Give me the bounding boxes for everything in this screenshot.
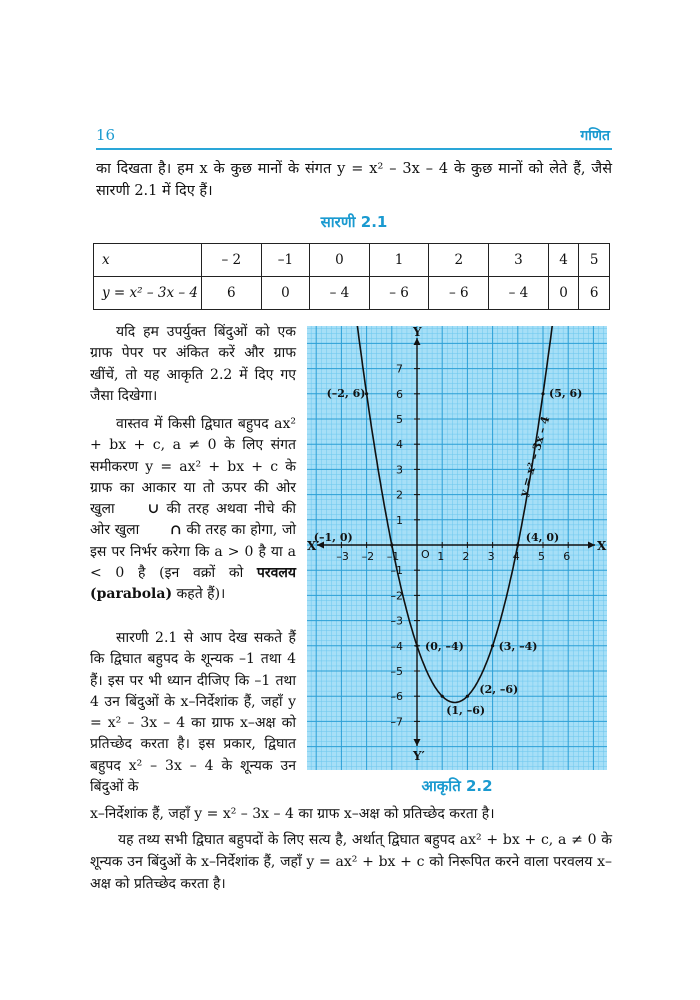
- table-cell: 5: [579, 244, 610, 277]
- x-tick-label: 3: [487, 550, 495, 563]
- y-tick-label: –3: [390, 614, 403, 628]
- table-cell: 2: [429, 244, 489, 277]
- data-point: [516, 543, 519, 546]
- axis-label-y-neg: Y′: [413, 749, 425, 763]
- data-point: [441, 695, 444, 698]
- paragraph-graph-intro: यदि हम उपर्युक्त बिंदुओं को एक ग्राफ पेपर पर अंकित करें और ग्राफ खींचें, तो यह आकृति 2.2 में दिए गए जैसा दिखेगा।: [90, 324, 296, 404]
- text-part: वास्तव में किसी द्विघात बहुपद ax² + bx + c, a ≠ 0 के लिए संगत समीकरण y = ax² + bx + c के ग्राफ का आकार या तो ऊपर की ओर खुला: [90, 416, 296, 518]
- intro-paragraph: का दिखता है। हम x के कुछ मानों के संगत y = x² – 3x – 4 के कुछ मानों को लेते हैं, जैसे सारणी 2.1 में दिए हैं।: [96, 161, 612, 199]
- table-cell: – 6: [369, 277, 429, 310]
- table-cell: 6: [202, 277, 262, 310]
- y-tick-label: 6: [396, 387, 403, 401]
- point-label: (2, –6): [479, 683, 519, 697]
- page-number: 16: [96, 126, 116, 144]
- data-point: [390, 543, 393, 546]
- parabola-term: परवलय (parabola): [90, 565, 296, 603]
- origin-label: O: [421, 548, 430, 561]
- x-tick-label: 2: [462, 550, 470, 563]
- axis-label-y: Y: [413, 326, 422, 339]
- point-label: (–2, 6): [326, 386, 366, 400]
- table-cell: 1: [369, 244, 429, 277]
- paragraph-zeroes: सारणी 2.1 से आप देख सकते हैं कि द्विघात बहुपद के शून्यक –1 तथा 4 हैं। इस पर भी ध्यान दीजिए कि –1 तथा 4 उन बिंदुओं के x–निर्देशांक हैं, जहाँ y = x² – 3x – 4 का ग्राफ x–अक्ष को प्रतिच्छेद करता है। इस प्रकार, द्विघात बहुपद x² – 3x – 4 के शून्यक उन बिंदुओं के: [90, 630, 296, 796]
- y-tick-label: 2: [396, 488, 403, 502]
- data-point: [491, 644, 494, 647]
- table-row-x: [94, 244, 610, 277]
- figure-caption: आकृति 2.2: [421, 777, 493, 795]
- table-cell: 6: [579, 277, 610, 310]
- x-tick-label: –2: [361, 550, 375, 563]
- data-point: [541, 392, 544, 395]
- x-tick-label: –3: [336, 550, 349, 563]
- y-tick-label: –5: [390, 665, 403, 678]
- row-header-y: y = x² – 3x – 4: [94, 277, 202, 310]
- y-tick-label: 4: [396, 438, 403, 452]
- text-part: की तरह अथवा नीचे की ओर खुला: [90, 501, 296, 539]
- point-label: (0, –4): [425, 639, 464, 653]
- row-header-x: x: [94, 244, 202, 277]
- table-cell: 0: [310, 244, 370, 277]
- data-point: [466, 695, 469, 698]
- data-point: [415, 644, 418, 647]
- table-caption: सारणी 2.1: [320, 213, 388, 231]
- text-part: कहते हैं)।: [176, 586, 226, 603]
- table-cell: 0: [261, 277, 309, 310]
- page-header: [96, 124, 612, 150]
- axis-label-x: X: [597, 539, 607, 553]
- point-label: (1, –6): [446, 704, 486, 718]
- table-cell: – 4: [310, 277, 370, 310]
- y-tick-label: 5: [396, 413, 403, 426]
- curve-equation-label: y = x² – 3x – 4: [517, 414, 553, 498]
- y-tick-label: 3: [396, 463, 403, 477]
- table-cell: 0: [548, 277, 579, 310]
- table-cell: –1: [261, 244, 309, 277]
- axis-label-x-neg: X′: [307, 539, 320, 553]
- y-tick-label: –1: [390, 564, 403, 578]
- point-label: (3, –4): [498, 639, 538, 653]
- table-cell: 4: [548, 244, 579, 277]
- table-cell: – 2: [202, 244, 262, 277]
- x-tick-label: 6: [563, 550, 571, 563]
- x-tick-label: –1: [386, 550, 400, 563]
- y-tick-label: –7: [390, 715, 403, 729]
- point-label: (5, 6): [549, 386, 583, 400]
- y-tick-label: –2: [390, 589, 403, 603]
- paragraph-general-fact: यह तथ्य सभी द्विघात बहुपदों के लिए सत्य है, अर्थात् द्विघात बहुपद ax² + bx + c, a ≠ 0 के शून्यक उन बिंदुओं के x–निर्देशांक हैं, जहाँ y = ax² + bx + c को निरूपित करने वाला परवलय x–अक्ष को प्रतिच्छेद करता है।: [90, 832, 612, 892]
- paragraph-conclusion: x–निर्देशांक हैं, जहाँ y = x² – 3x – 4 का ग्राफ x–अक्ष को प्रतिच्छेद करता है।: [90, 806, 495, 822]
- x-tick-label: 1: [437, 550, 445, 563]
- table-row-y: [94, 277, 610, 310]
- cup-up-icon: ∪: [147, 501, 160, 518]
- x-tick-label: 5: [538, 550, 545, 563]
- table-cell: 3: [489, 244, 549, 277]
- y-tick-label: 1: [396, 513, 403, 527]
- table-cell: – 6: [429, 277, 489, 310]
- subject-title: गणित: [580, 128, 610, 144]
- y-tick-label: –6: [390, 690, 403, 704]
- cup-down-icon: ∩: [169, 522, 182, 539]
- values-table: [93, 243, 610, 310]
- y-tick-label: 7: [396, 362, 403, 376]
- paragraph-parabola: [90, 414, 296, 606]
- parabola-graph: [307, 326, 607, 770]
- x-tick-label: 4: [512, 550, 520, 563]
- table-cell: – 4: [489, 277, 549, 310]
- text-part: की तरह का होगा, जो इस पर निर्भर करेगा कि a > 0 है या a < 0 है (इन वक्रों को: [90, 522, 296, 582]
- point-label: (–1, 0): [313, 531, 353, 544]
- point-label: (4, 0): [525, 531, 560, 544]
- y-tick-label: –4: [390, 639, 403, 653]
